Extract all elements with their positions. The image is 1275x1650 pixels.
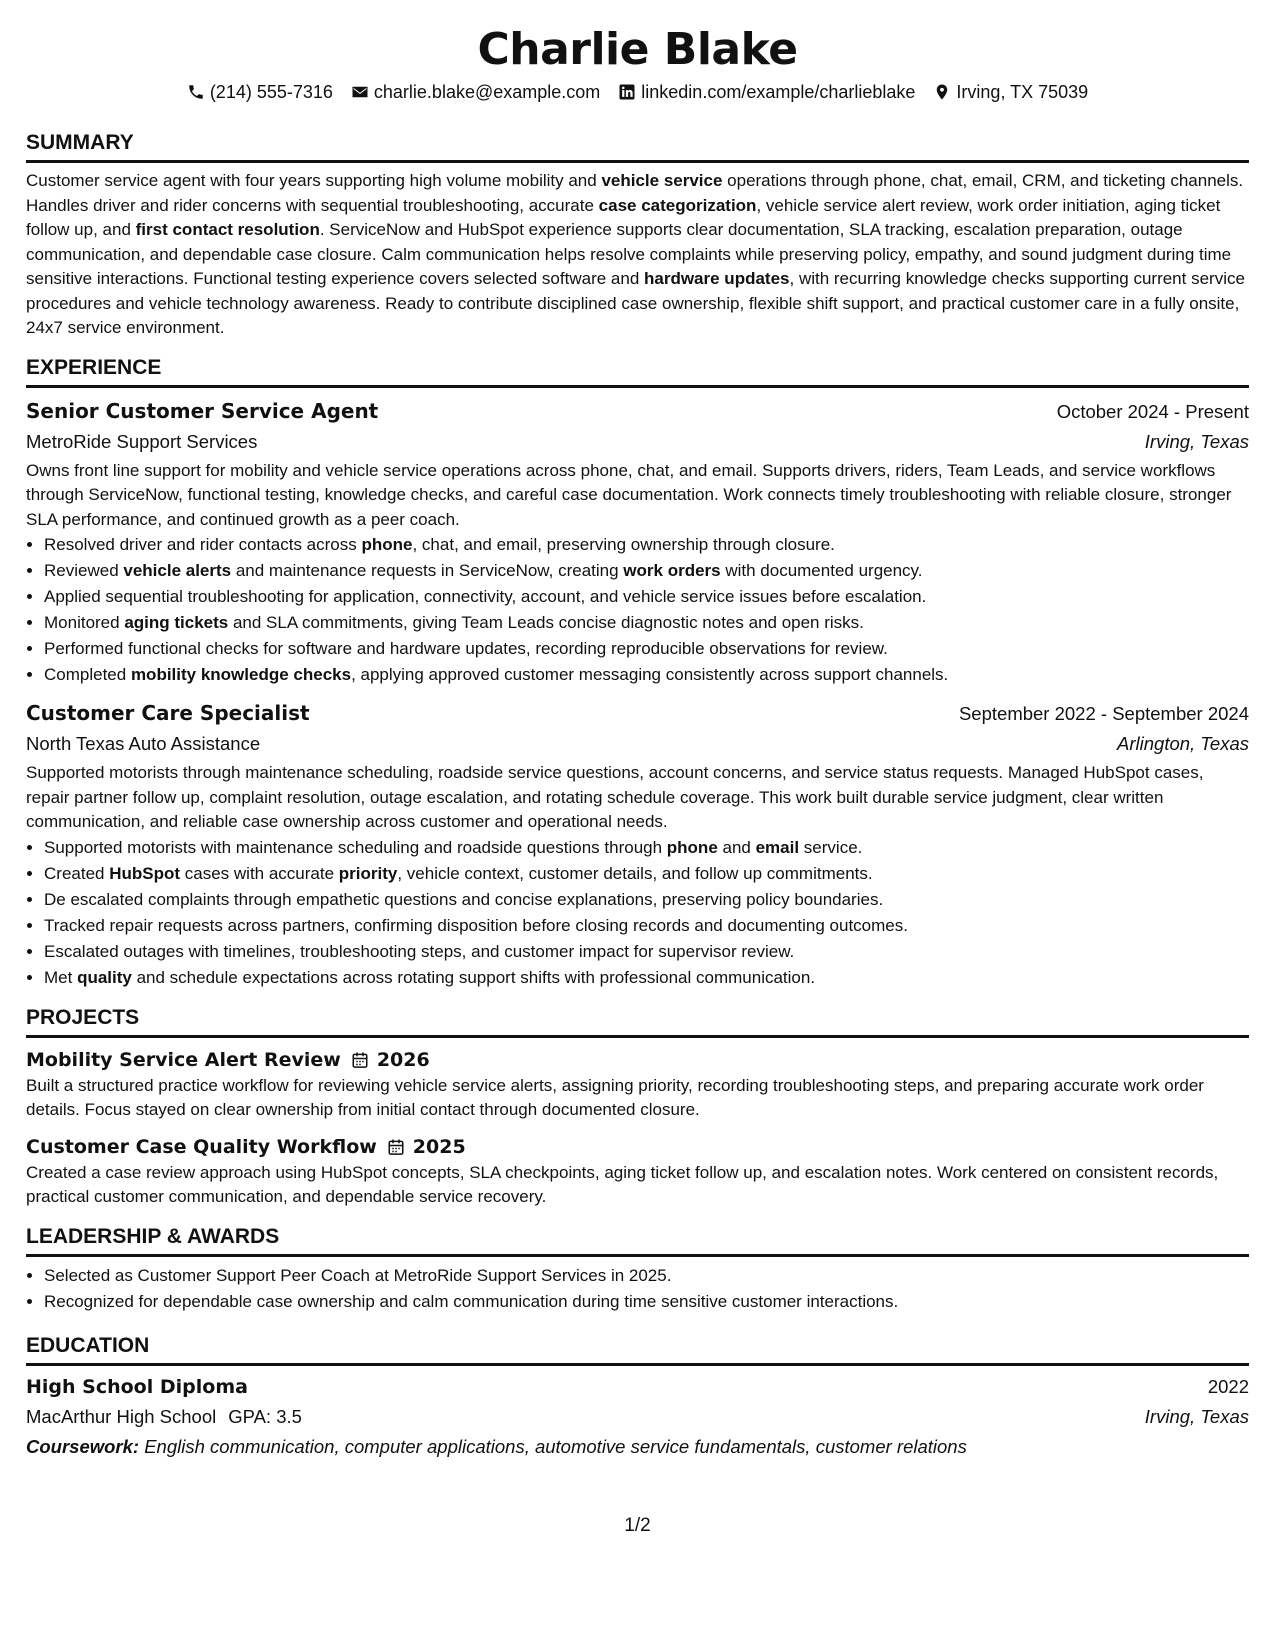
phone-icon [187,83,205,101]
list-item: • Recognized for dependable case ownership and calm communication during time sensitive customer interactions. [44,1289,1249,1315]
project-description: Created a case review approach using HubSpot concepts, SLA checkpoints, aging ticket follow up, and escalation notes. Work centered on consistent records, practical customer communication, and dependable service recovery. [26,1162,1219,1206]
summary-title: SUMMARY [26,130,1249,163]
school-name: MacArthur High School [26,1405,217,1427]
list-item [44,636,1249,662]
leadership-section [26,1224,1249,1315]
list-item: • Selected as Customer Support Peer Coach at MetroRide Support Services in 2025. [44,1263,1249,1289]
school-line [26,1402,302,1432]
education-year: 2022 [1207,1375,1249,1397]
job-entry [26,396,1249,689]
contact-bar [26,80,1249,104]
education-title: EDUCATION [26,1333,1249,1366]
text-span: , with recurring knowledge checks supporting current service procedures and vehicle technology awareness. Ready to contribute disciplined case ownership, flexible shift support, and practical customer care in a fully onsite, 24x7 service environment. [26,269,1245,337]
job-location: Arlington, Texas [1117,733,1249,754]
job-bullets [26,835,1249,991]
project-header [26,1133,1249,1161]
text-span: Tracked repair requests across partners, confirming disposition before closing records and documenting outcomes. [44,915,908,935]
job-location: Irving, Texas [1144,430,1249,452]
text-span: cases with accurate [180,863,339,883]
job-entry [26,698,1249,991]
phone-text: (214) 555-7316 [209,82,333,102]
calendar-icon [351,1051,369,1069]
bold-text: phone [361,535,413,554]
list-item [44,913,1249,939]
text-span: Created [44,863,110,883]
degree: High School Diploma [26,1375,248,1398]
list-item [44,532,1249,558]
project-header [26,1046,1249,1074]
project-year: 2025 [412,1135,466,1158]
list-item [44,610,1249,636]
project-description: Built a structured practice workflow for reviewing vehicle service alerts, assigning priority, recording troubleshooting steps, and preparing accurate work order details. Focus stayed on clear ownership from initial contact through documented closure. [26,1075,1204,1119]
summary-section [26,130,1249,341]
job-company: North Texas Auto Assistance [26,733,261,754]
bold-text: phone [666,837,718,857]
text-span: and schedule expectations across rotating support shifts with professional communication. [131,967,816,987]
bold-text: vehicle alerts [123,561,232,580]
project-name: Mobility Service Alert Review [26,1048,341,1071]
project-year: 2026 [376,1048,430,1071]
text-span: Performed functional checks for software and hardware updates, recording reproducible observations for review. [44,639,888,658]
project-year-group [351,1046,430,1074]
contact-email[interactable] [351,80,600,104]
bold-text: mobility knowledge checks [130,665,352,684]
candidate-name: Charlie Blake [477,24,798,75]
bold-text: hardware updates [644,269,790,288]
text-span: Resolved driver and rider contacts across [44,535,362,554]
job-dates: September 2022 - September 2024 [958,703,1249,724]
page-number: 1/2 [624,1515,651,1536]
bold-text: aging tickets [124,613,229,632]
text-span: . ServiceNow and HubSpot experience supports clear documentation, SLA tracking, escalation preparation, outage communication, and dependable case closure. Calm communication helps resolve complaints while preserving policy, empathy, and sound judgment during time sensitive interactions. Functional testing experience covers selected software and [26,220,1232,288]
bold-text: email [755,837,800,857]
job-description: Supported motorists through maintenance scheduling, roadside service questions, account concerns, and service status requests. Managed HubSpot cases, repair partner follow up, complaint resolution, outage escalation, and rotating schedule coverage. This work built durable service judgment, clear written communication, and reliable case ownership across customer and operational needs. [26,763,1204,831]
list-item [44,835,1249,861]
bold-text: quality [77,967,132,987]
text-span: Met [44,967,78,987]
education-location: Irving, Texas [1144,1405,1249,1427]
leadership-list [26,1263,1249,1315]
coursework-label: Coursework: [26,1435,140,1457]
job-company: MetroRide Support Services [26,430,258,452]
list-item [44,887,1249,913]
text-span: , chat, and email, preserving ownership through closure. [412,535,835,554]
linkedin-icon [618,83,636,101]
contact-phone[interactable] [187,80,333,104]
text-span: service. [799,837,863,857]
location-text: Irving, TX 75039 [956,82,1089,102]
job-dates: October 2024 - Present [1056,400,1249,422]
email-text: charlie.blake@example.com [373,82,601,102]
bold-text: HubSpot [109,863,181,883]
bold-text: first contact resolution [135,220,320,239]
bold-text: priority [338,863,398,883]
project-name: Customer Case Quality Workflow [26,1135,377,1158]
text-span: Customer service agent with four years supporting high volume mobility and [26,171,602,190]
list-item [44,584,1249,610]
list-item [44,939,1249,965]
text-span: Completed [44,665,131,684]
envelope-icon [351,83,369,101]
calendar-icon [387,1138,405,1156]
gpa: GPA: 3.5 [228,1405,302,1427]
coursework [26,1432,1249,1462]
map-pin-icon [933,83,951,101]
coursework-text: English communication, computer applications, automotive service fundamentals, customer relations [144,1435,967,1457]
project-year-group [387,1133,466,1161]
text-span: operations through phone, chat, email, CRM, and ticketing channels. Handles driver and rider concerns with sequential troubleshooting, accurate [26,171,1244,215]
job-title: Customer Care Specialist [26,701,310,725]
education-section [26,1333,1249,1462]
contact-linkedin[interactable] [618,80,915,104]
linkedin-text: linkedin.com/example/charlieblake [641,82,916,102]
text-span: and maintenance requests in ServiceNow, creating [231,561,624,580]
text-span: Monitored [44,613,125,632]
text-span: Escalated outages with timelines, troubleshooting steps, and customer impact for supervisor review. [44,941,795,961]
projects-section [26,1005,1249,1210]
summary-text [26,169,1249,341]
job-title: Senior Customer Service Agent [26,398,379,423]
leadership-title: LEADERSHIP & AWARDS [26,1224,1249,1257]
text-span: Reviewed [44,561,124,580]
list-item [44,861,1249,887]
text-span: Applied sequential troubleshooting for application, connectivity, account, and vehicle service issues before escalation. [44,587,927,606]
bold-text: case categorization [598,195,757,215]
text-span: with documented urgency. [720,561,923,580]
experience-section [26,355,1249,991]
text-span: , applying approved customer messaging consistently across support channels. [351,665,949,684]
experience-title: EXPERIENCE [26,355,1249,388]
resume-page [26,0,1249,1462]
contact-location [933,80,1088,104]
text-span: Supported motorists with maintenance scheduling and roadside questions through [44,837,667,857]
job-bullets [26,532,1249,688]
list-item [44,558,1249,584]
list-item [44,662,1249,688]
text-span: , vehicle context, customer details, and follow up commitments. [397,863,873,883]
projects-title: PROJECTS [26,1005,1249,1038]
text-span: and [717,837,756,857]
bold-text: work orders [623,561,721,580]
list-item [44,965,1249,991]
text-span: , vehicle service alert review, work order initiation, aging ticket follow up, and [26,195,1221,239]
job-description: Owns front line support for mobility and vehicle service operations across phone, chat, and email. Supports drivers, riders, Team Leads, and service workflows through ServiceNow, functional testing, knowledge checks, and careful case documentation. Work connects timely troubleshooting with reliable closure, stronger SLA performance, and continued growth as a peer coach. [26,460,1232,529]
text-span: and SLA commitments, giving Team Leads concise diagnostic notes and open risks. [228,613,864,632]
bold-text: vehicle service [601,171,723,190]
text-span: De escalated complaints through empathetic questions and concise explanations, preserving policy boundaries. [44,889,884,909]
